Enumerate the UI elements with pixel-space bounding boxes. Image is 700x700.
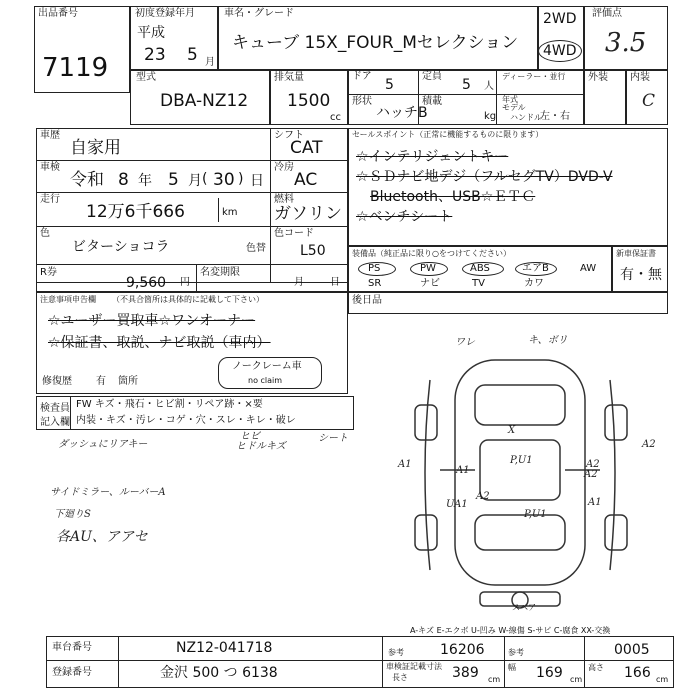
displacement-value: 1500: [287, 91, 331, 111]
equip-abs: ABS: [470, 263, 490, 274]
damage-legend: A-キズ E-エクボ U-凹み W-線傷 S-サビ C-腐食 XX-交換: [410, 626, 611, 635]
capacity-label: 定員: [422, 71, 442, 82]
inspection-year-unit: 年: [138, 173, 152, 189]
repair-label: 修復歴: [42, 376, 72, 387]
registration-month: 5: [187, 45, 198, 65]
equip-airbag: エアB: [522, 263, 549, 274]
drive-2wd: 2WD: [543, 11, 577, 27]
width-unit: cm: [570, 675, 583, 684]
lot-label: 出品番号: [38, 8, 78, 19]
history-value: 自家用: [70, 138, 121, 158]
no-claim-label: ノークレーム車: [232, 361, 302, 372]
interior-value: C: [642, 91, 656, 111]
mileage-label: 走行: [40, 194, 60, 205]
load-label: 積載: [422, 96, 442, 107]
inspector-label-2: 記入欄: [40, 417, 70, 428]
inspection-label: 車検: [40, 162, 60, 173]
warranty-label: 新車保証書: [616, 249, 656, 258]
dealer-label: ディーラー・並行: [502, 72, 566, 81]
diagram-spare-label: スペア: [512, 603, 536, 612]
chassis-value: NZ12-041718: [176, 640, 273, 656]
diagram-note: キ、ボリ: [528, 335, 568, 346]
fuel-label: 燃料: [274, 194, 294, 205]
inspection-era: 令和: [70, 170, 104, 190]
load-unit: kg: [484, 111, 497, 122]
equip-pw: PW: [420, 263, 436, 274]
equip-ps: PS: [368, 263, 381, 274]
diagram-note: P,U1: [510, 455, 533, 466]
model-value: DBA-NZ12: [160, 91, 249, 111]
repair-unit: 箇所: [118, 376, 138, 387]
color-change-label: 色替: [246, 243, 266, 254]
diagram-note: A1: [588, 497, 602, 508]
notes-sub: （不具合箇所は具体的に記載して下さい）: [112, 295, 264, 304]
name-label: 車名・グレード: [224, 8, 294, 19]
handwritten-note: 各AU、アアセ: [56, 529, 148, 545]
body-type-label: 形状: [352, 96, 372, 107]
height-value: 166: [624, 665, 651, 681]
handwritten-note: 下廻りS: [54, 509, 91, 520]
mileage-unit: km: [222, 207, 238, 218]
equip-aw: AW: [580, 263, 597, 274]
doors-label: ドア: [352, 71, 372, 82]
car-damage-diagram: [380, 330, 680, 620]
diagram-note: ワレ: [455, 337, 475, 348]
registration-label: 初度登録年月: [135, 8, 195, 19]
inspection-paren-open: (: [202, 171, 208, 187]
warranty-value: 有・無: [620, 267, 662, 283]
length-unit: cm: [488, 675, 501, 684]
mileage-value: 12万6千666: [86, 202, 185, 222]
handwritten-note: ダッシュにリアキー: [58, 439, 148, 450]
score-label: 評価点: [592, 8, 622, 19]
diagram-note: A2: [584, 469, 598, 480]
sales-point-item: Bluetooth、USB☆ＥＴＣ: [370, 189, 536, 205]
post-docs-label: 後日品: [352, 295, 382, 306]
diagram-note: X: [508, 425, 516, 436]
handle-value: 左・右: [540, 111, 570, 122]
inspector-row2: 内装・キズ・汚レ・コゲ・穴・スレ・キレ・破レ: [76, 415, 296, 426]
handwritten-note: ヒドルキズ: [236, 441, 286, 452]
registration-year: 23: [144, 45, 166, 65]
equip-tv: TV: [472, 278, 485, 289]
fuel-value: ガソリン: [274, 204, 342, 224]
color-code-label: 色コード: [274, 228, 314, 239]
inspection-paren-close: ): [238, 171, 244, 187]
title-deadline-month: 月: [294, 277, 304, 288]
diagram-note: A1: [398, 459, 412, 470]
shift-value: CAT: [290, 138, 323, 158]
inspection-month-unit: 月: [188, 173, 202, 189]
ref-label: 参考: [388, 648, 404, 657]
sales-points-label: セールスポイント（正常に機能するものに限ります）: [352, 130, 544, 139]
note-item: ☆ユーザー買取車☆ワンオーナー: [48, 313, 256, 329]
inspector-row1: FW キズ・飛石・ヒビ割・リペア跡・×要: [76, 399, 263, 410]
cooling-value: AC: [294, 170, 318, 190]
color-value: ビターショコラ: [72, 239, 170, 255]
inspection-month: 5: [168, 170, 179, 190]
registration-era: 平成: [137, 25, 165, 41]
diagram-note: P,U1: [524, 509, 547, 520]
equip-leather: カワ: [524, 278, 544, 289]
equip-sr: SR: [368, 278, 382, 289]
lot-number: 7119: [42, 53, 109, 83]
length-label: 長さ: [392, 673, 408, 682]
score-value: 3.5: [605, 28, 647, 58]
chassis-label: 車台番号: [52, 642, 92, 653]
model-label: 型式: [136, 72, 156, 83]
dimension-label: 車検証記載寸法: [386, 662, 442, 671]
length-value: 389: [452, 665, 479, 681]
no-claim-sub: no claim: [248, 376, 283, 385]
year-label-2: モデル: [502, 103, 526, 112]
diagram-note: A2: [642, 439, 656, 450]
interior-label: 内装: [630, 72, 650, 83]
displacement-label: 排気量: [274, 72, 304, 83]
title-deadline-label: 名変期限: [200, 267, 240, 278]
plate-label: 登録番号: [52, 667, 92, 678]
sales-points-box: [348, 128, 668, 246]
diagram-note: A1: [456, 465, 470, 476]
capacity-value: 5: [462, 77, 471, 93]
inspection-day: 30: [213, 170, 235, 190]
history-label: 車歴: [40, 130, 60, 141]
doors-value: 5: [385, 77, 394, 93]
recycle-label: R券: [40, 267, 57, 278]
inspector-label: 検査員: [40, 403, 70, 414]
notes-label: 注意事項申告欄: [40, 295, 96, 304]
cooling-label: 冷房: [274, 162, 294, 173]
handwritten-note: シート: [318, 433, 348, 444]
car-name: キューブ 15X_FOUR_Mセレクション: [232, 33, 519, 53]
sales-point-item: ☆ＳＤナビ地デジ（フルセグTV）DVD-V: [356, 169, 613, 185]
ref-value: 16206: [440, 642, 485, 658]
title-deadline-day: 日: [330, 277, 340, 288]
handwritten-note: ヒビ: [240, 431, 260, 442]
diagram-note: UA1: [446, 499, 468, 510]
note-item: ☆保証書、取説、ナビ取説（車内）: [48, 335, 271, 351]
equipment-label: 装備品（純正品に限り○をつけてください）: [352, 249, 511, 258]
sales-point-item: ☆ベンチシート: [356, 209, 453, 225]
exterior-label: 外装: [588, 72, 608, 83]
height-label: 高さ: [588, 663, 604, 672]
capacity-unit: 人: [484, 81, 494, 92]
year-label: 年式: [502, 95, 518, 104]
equip-navi: ナビ: [420, 278, 440, 289]
registration-month-unit: 月: [205, 57, 215, 68]
height-unit: cm: [656, 675, 669, 684]
post-docs-box: [348, 292, 668, 314]
displacement-unit: cc: [330, 112, 341, 123]
recycle-unit: 円: [180, 277, 190, 288]
drive-4wd: 4WD: [543, 43, 577, 59]
color-code-value: L50: [300, 243, 326, 259]
diagram-note: A2: [476, 491, 490, 502]
plate-value: 金沢 500 つ 6138: [160, 665, 278, 681]
repair-value: 有: [96, 376, 106, 387]
color-label: 色: [40, 228, 50, 239]
recycle-value: 9,560: [126, 275, 167, 291]
inspection-year: 8: [118, 170, 129, 190]
shift-label: シフト: [274, 130, 304, 141]
code-value: 0005: [614, 642, 650, 658]
diagram-note: A2: [586, 459, 600, 470]
inspection-day-unit: 日: [250, 173, 264, 189]
code-ref-label: 参考: [508, 648, 524, 657]
handle-label: ハンドル: [510, 113, 542, 122]
sales-point-item: ☆インテリジェントキー: [356, 149, 509, 165]
width-label: 幅: [508, 663, 516, 672]
body-type-value: ハッチB: [376, 105, 428, 121]
handwritten-note: サイドミラー、ルーバーA: [50, 487, 166, 498]
width-value: 169: [536, 665, 563, 681]
